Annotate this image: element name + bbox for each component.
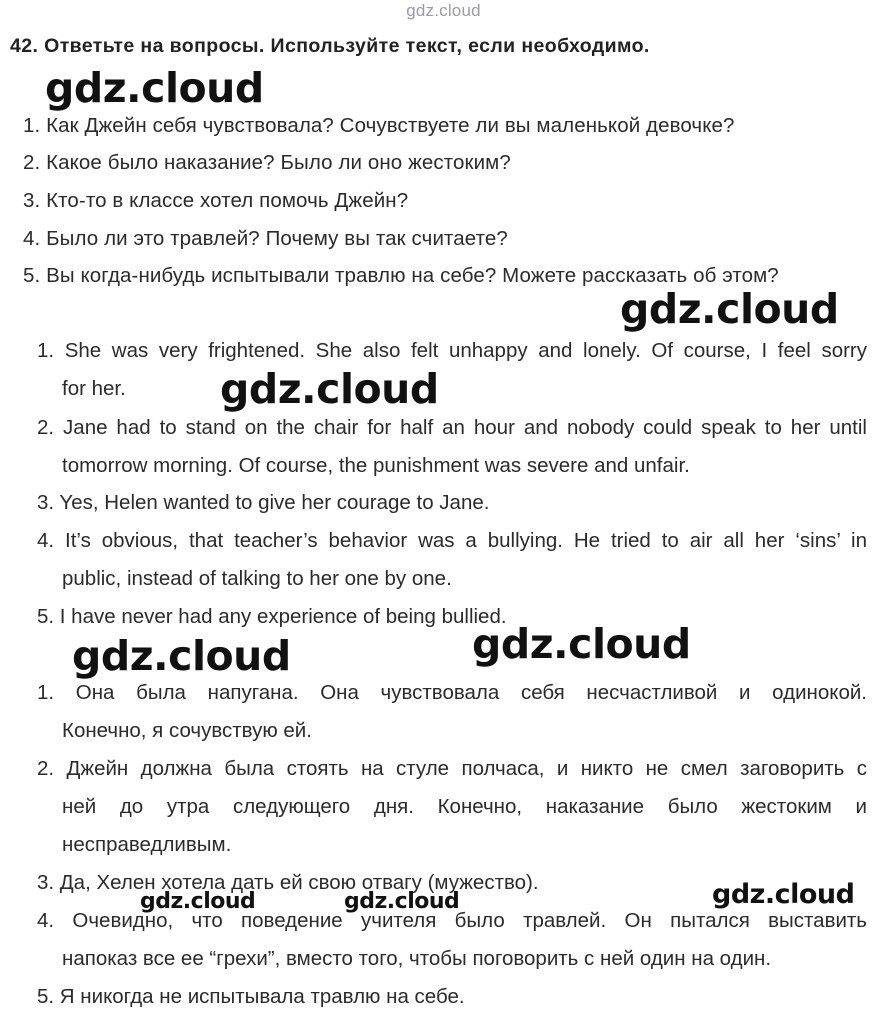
answer-en-1-line-1: 1. She was very frightened. She also felt unhappy and lonely. Of course, I feel sorry [37, 339, 867, 362]
watermark-1: gdz.cloud [45, 64, 264, 112]
answer-ru-1-line-2: Конечно, я сочувствую ей. [62, 718, 312, 742]
answer-en-1 [37, 332, 867, 408]
answer-ru-1-line-1: 1. Она была напугана. Она чувствовала себя несчастливой и одинокой. [37, 681, 867, 704]
watermark-3: gdz.cloud [220, 365, 439, 413]
answer-en-2 [37, 409, 867, 485]
watermark-8: gdz.cloud [344, 889, 460, 914]
answer-ru-2 [37, 750, 867, 863]
answer-ru-5 [37, 978, 867, 1016]
watermark-6: gdz.cloud [712, 879, 855, 910]
question-2: 2. Какое было наказание? Было ли оно жестоким? [23, 151, 511, 174]
top-watermark: gdz.cloud [406, 1, 481, 20]
task-heading: 42. Ответьте на вопросы. Используйте текст, если необходимо. [10, 35, 650, 57]
answer-en-2-line-2: tomorrow morning. Of course, the punishment was severe and unfair. [62, 453, 690, 477]
answer-en-3-line-1: 3. Yes, Helen wanted to give her courage to Jane. [37, 491, 490, 514]
answer-en-5 [37, 598, 867, 636]
answer-ru-4-line-1: 4. Очевидно, что поведение учителя было травлей. Он пытался выставить [37, 909, 867, 932]
answer-en-1-line-2: for her. [62, 376, 126, 400]
question-1: 1. Как Джейн себя чувствовала? Сочувствуете ли вы маленькой девочке? [23, 114, 735, 137]
answer-en-3 [37, 484, 867, 522]
question-3: 3. Кто-то в классе хотел помочь Джейн? [23, 189, 409, 212]
answer-ru-4-line-2: напоказ все ее “грехи”, вместо того, чтобы поговорить с ней один на один. [62, 946, 772, 970]
question-4: 4. Было ли это травлей? Почему вы так считаете? [23, 227, 508, 250]
question-5: 5. Вы когда-нибудь испытывали травлю на себе? Можете рассказать об этом? [23, 264, 779, 287]
answer-en-2-line-1: 2. Jane had to stand on the chair for half an hour and nobody could speak to her until [37, 416, 867, 439]
answer-ru-2-line-1: 2. Джейн должна была стоять на стуле полчаса, и никто не смел заговорить с [37, 757, 867, 780]
answer-ru-3-line-1: 3. Да, Хелен хотела дать ей свою отвагу (мужество). [37, 871, 539, 894]
watermark-4: gdz.cloud [72, 632, 291, 680]
watermark-7: gdz.cloud [140, 889, 256, 914]
answer-en-4 [37, 522, 867, 598]
answer-ru-5-line-1: 5. Я никогда не испытывала травлю на себе. [37, 985, 465, 1008]
answer-en-4-line-2: public, instead of talking to her one by one. [62, 566, 452, 590]
watermark-5: gdz.cloud [472, 620, 691, 668]
answer-en-5-line-1: 5. I have never had any experience of being bullied. [37, 605, 507, 628]
answer-en-4-line-1: 4. It’s obvious, that teacher’s behavior was a bullying. He tried to air all her ‘sins’ in [37, 529, 867, 552]
answer-ru-1 [37, 674, 867, 750]
answer-ru-2-line-2: ней до утра следующего дня. Конечно, наказание было жестоким и [62, 794, 867, 818]
watermark-2: gdz.cloud [620, 285, 839, 333]
answer-ru-2-line-3: несправедливым. [62, 832, 232, 856]
